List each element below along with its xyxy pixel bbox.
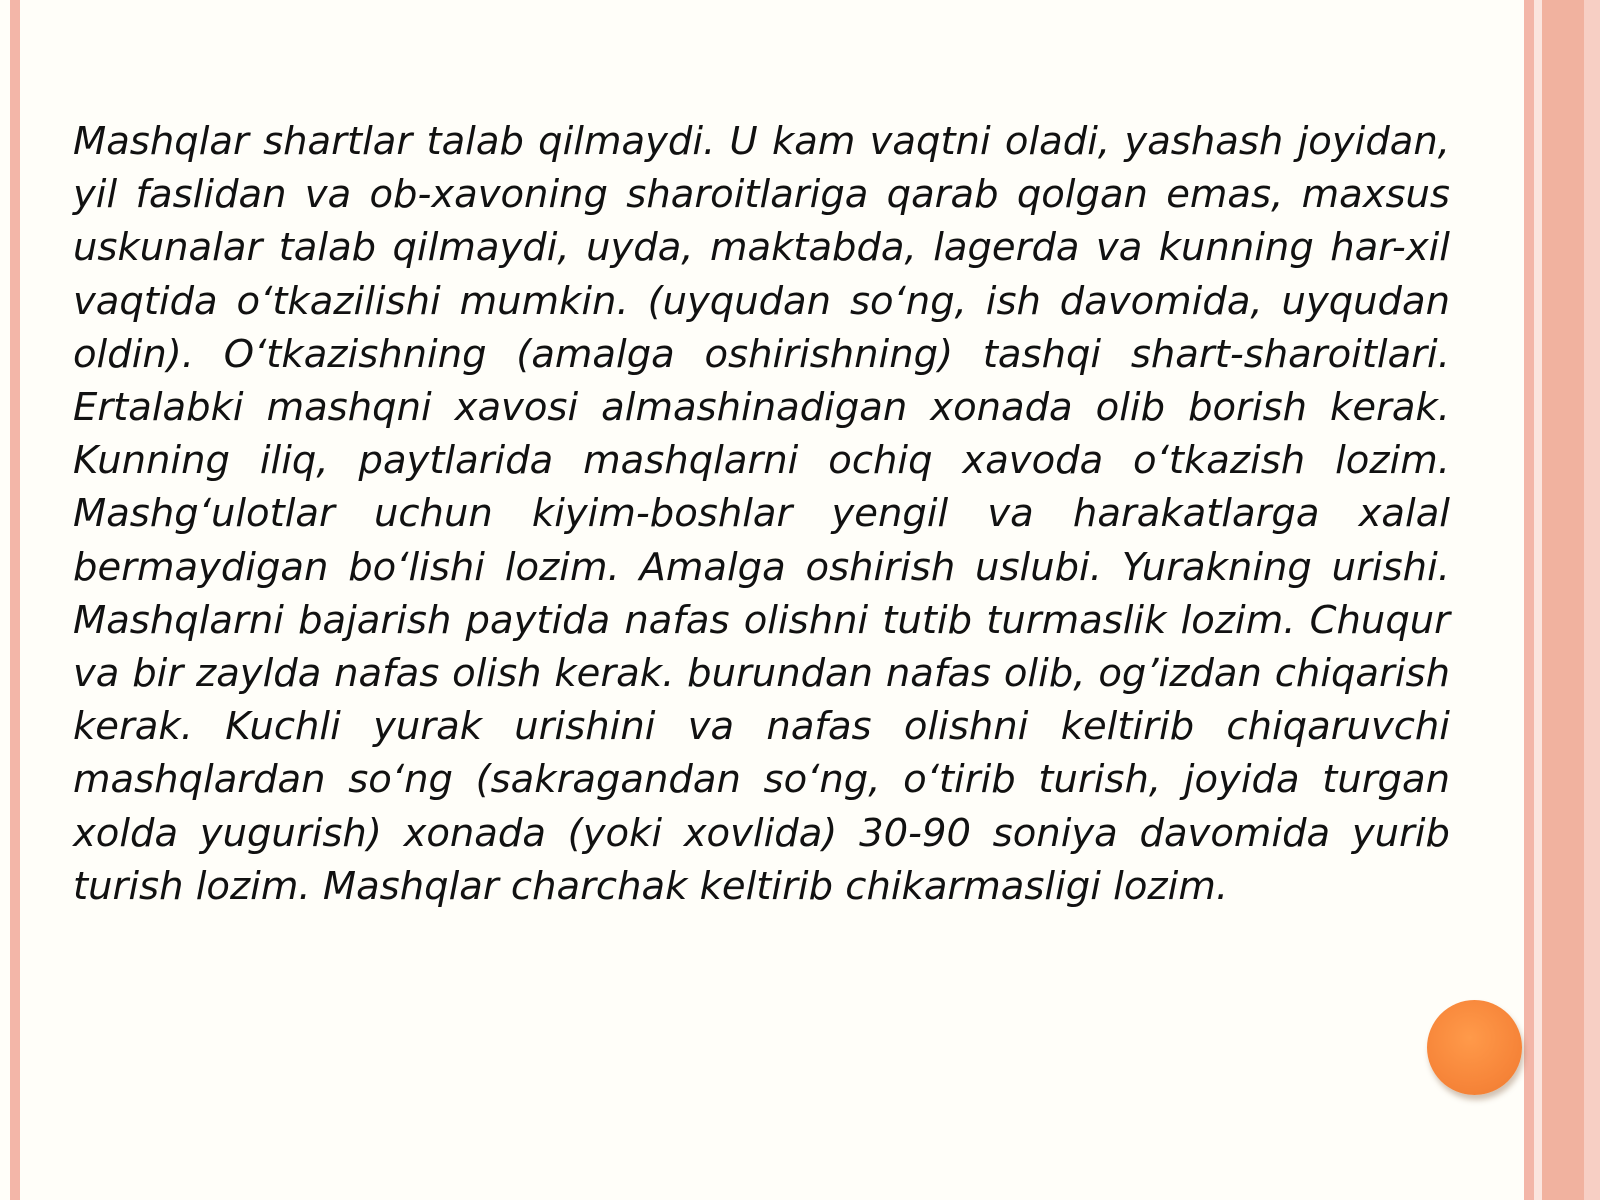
right-border-inner-stripe xyxy=(1524,0,1534,1200)
right-border-gap xyxy=(1534,0,1542,1200)
orange-circle-icon xyxy=(1427,1000,1522,1095)
left-border-stripe xyxy=(10,0,20,1200)
right-border-edge xyxy=(1584,0,1600,1200)
slide-body-text: Mashqlar shartlar talab qilmaydi. U kam vaqtni oladi, yashash joyidan, yil faslidan va ob-xavoning sharoitlariga qarab qolgan emas, maxsus uskunalar talab qilmaydi, uyda, maktabda, lagerda va kunning har-xil vaqtida o‘tkazilishi mumkin. (uyqudan so‘ng, ish davomida, uyqudan oldin). O‘tkazishning (amalga oshirishning) tashqi shart-sharoitlari. Ertalabki mashqni xavosi almashinadigan xonada olib borish kerak. Kunning iliq, paytlarida mashqlarni ochiq xavoda o‘tkazish lozim. Mashg‘ulotlar uchun kiyim-boshlar yengil va harakatlarga xalal bermaydigan bo‘lishi lozim. Amalga oshirish uslubi. Yurakning urishi. Mashqlarni bajarish paytida nafas olishni tutib turmaslik lozim. Chuqur va bir zaylda nafas olish kerak. burundan nafas olib, og’izdan chiqarish kerak. Kuchli yurak urishini va nafas olishni keltirib chiqaruvchi mashqlardan so‘ng (sakragandan so‘ng, o‘tirib turish, joyida turgan xolda yugurish) xonada (yoki xovlida) 30-90 soniya davomida yurib turish lozim. Mashqlar charchak keltirib chikarmasligi lozim. xyxy=(73,119,1450,909)
right-border-outer-stripe xyxy=(1542,0,1584,1200)
